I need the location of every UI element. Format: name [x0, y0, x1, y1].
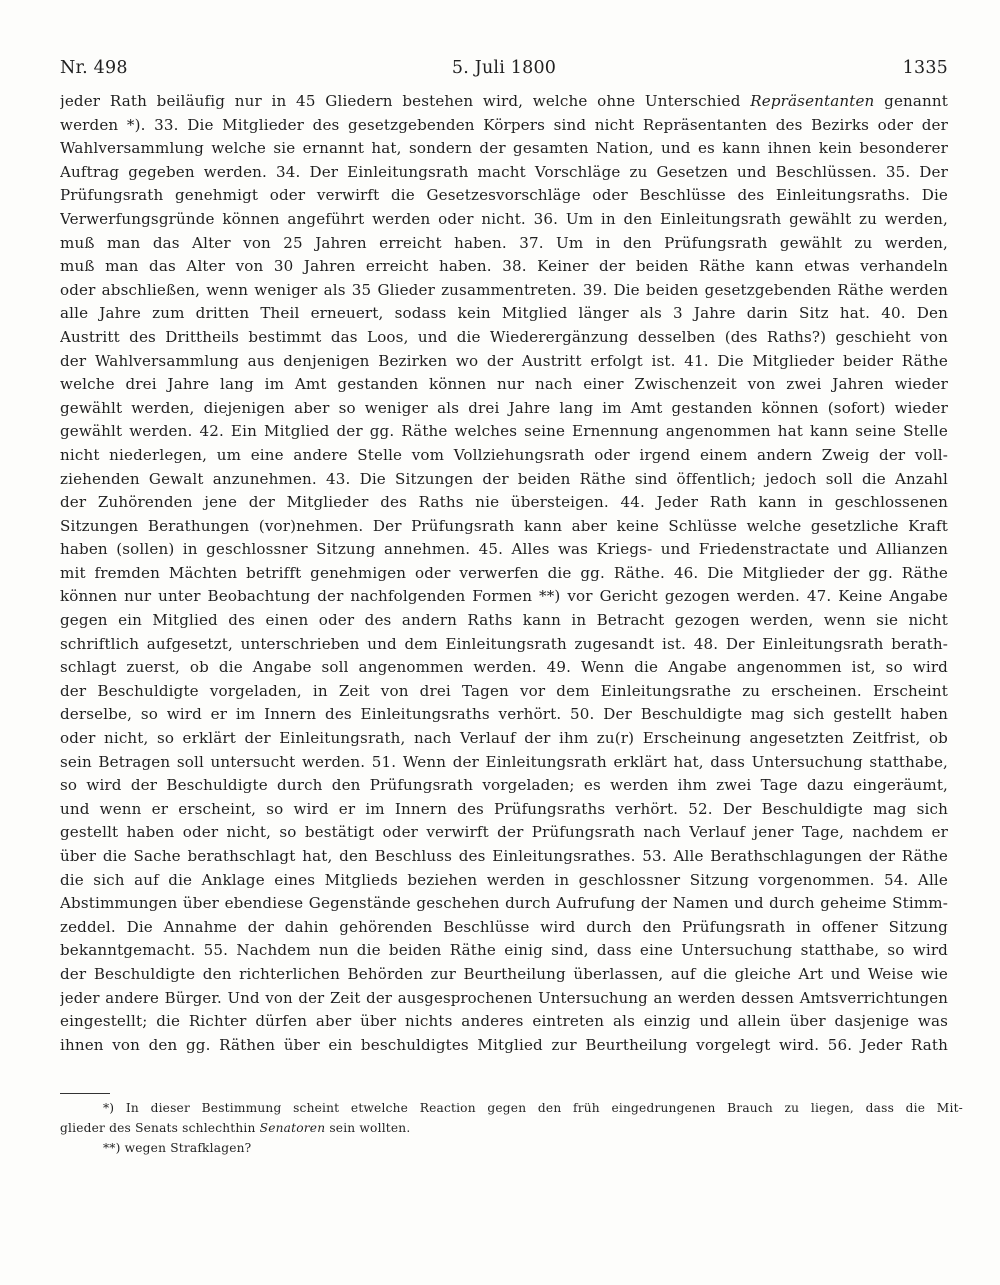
text-line: ziehenden Gewalt anzunehmen. 43. Die Sitzungen der beiden Räthe sind öffentlich; jedoch soll die Anzahl: [60, 469, 948, 488]
text-line: können nur unter Beobachtung der nachfolgenden Formen **) vor Gericht gezogen werden. 47. Keine Angabe: [60, 587, 948, 606]
text-line: der Wahlversammlung aus denjenigen Bezirken wo der Austritt erfolgt ist. 41. Die Mitglieder beider Räthe: [60, 351, 948, 370]
text-line: alle Jahre zum dritten Theil erneuert, sodass kein Mitglied länger als 3 Jahre darin Sitz hat. 40. Den: [60, 304, 948, 323]
text-line: so wird der Beschuldigte durch den Prüfungsrath vorgeladen; es werden ihm zwei Tage dazu eingeräumt,: [60, 776, 948, 795]
text-line: Sitzungen Berathungen (vor)nehmen. Der Prüfungsrath kann aber keine Schlüsse welche gesetzliche Kraft: [60, 516, 948, 535]
text-line: Prüfungsrath genehmigt oder verwirft die Gesetzesvorschläge oder Beschlüsse des Einleitungsraths. Die: [60, 186, 948, 205]
page-number: 1335: [902, 58, 948, 78]
text-line: die sich auf die Anklage eines Mitglieds beziehen werden in geschlossner Sitzung vorgenommen. 54. Alle: [60, 870, 948, 889]
text-line: oder abschließen, wenn weniger als 35 Glieder zusammentreten. 39. Die beiden gesetzgebenden Räthe werden: [60, 280, 948, 299]
footnote-2: **) wegen Strafklagen?: [103, 1141, 252, 1155]
page-header: [60, 58, 948, 84]
text-line: über die Sache berathschlagt hat, den Beschluss des Einleitungsrathes. 53. Alle Berathschlagungen der Räthe: [60, 847, 948, 865]
text-line: mit fremden Mächten betrifft genehmigen oder verwerfen die gg. Räthe. 46. Die Mitglieder der gg. Räthe: [60, 563, 948, 582]
text-line: derselbe, so wird er im Innern des Einleitungsraths verhört. 50. Der Beschuldigte mag sich gestellt haben: [60, 705, 948, 724]
text-line: gewählt werden. 42. Ein Mitglied der gg. Räthe welches seine Ernennung angenommen hat kann seine Stelle: [60, 422, 948, 441]
text-line: und wenn er erscheint, so wird er im Innern des Prüfungsraths verhört. 52. Der Beschuldigte mag sich: [60, 799, 948, 818]
text-line: zeddel. Die Annahme der dahin gehörenden Beschlüsse wird durch den Prüfungsrath in offener Sitzung: [60, 917, 948, 936]
text-line: Austritt des Drittheils bestimmt das Loos, und die Wiederergänzung desselben (des Raths?) geschieht von: [60, 327, 948, 346]
text-line: muß man das Alter von 30 Jahren erreicht haben. 38. Keiner der beiden Räthe kann etwas verhandeln: [60, 257, 948, 276]
text-line: muß man das Alter von 25 Jahren erreicht haben. 37. Um in den Prüfungsrath gewählt zu werden,: [60, 233, 948, 252]
text-line: ihnen von den gg. Räthen über ein beschuldigtes Mitglied zur Beurtheilung vorgelegt wird. 56. Jeder Rath: [60, 1035, 948, 1054]
footnote-divider: [60, 1093, 110, 1094]
text-line: gestellt haben oder nicht, so bestätigt oder verwirft der Prüfungsrath nach Verlauf jener Tage, nachdem er: [60, 823, 948, 842]
text-line: oder nicht, so erklärt der Einleitungsrath, nach Verlauf der ihm zu(r) Erscheinung angesetzten Zeitfrist, ob: [60, 729, 948, 748]
text-line: welche drei Jahre lang im Amt gestanden können nur nach einer Zwischenzeit von zwei Jahren wieder: [60, 375, 948, 394]
main-text: [60, 90, 948, 1057]
text-line: gegen ein Mitglied des einen oder des andern Raths kann in Betracht gezogen werden, wenn sie nicht: [60, 611, 948, 630]
document-date: 5. Juli 1800: [451, 58, 557, 78]
text-line: gewählt werden, diejenigen aber so weniger als drei Jahre lang im Amt gestanden können (sofort) wieder: [60, 398, 948, 417]
text-line: jeder Rath beiläufig nur in 45 Gliedern bestehen wird, welche ohne Unterschied Repräsentanten genannt: [60, 92, 948, 110]
text-line: jeder andere Bürger. Und von der Zeit der ausgesprochenen Untersuchung an werden dessen Amtsverrichtungen: [60, 988, 948, 1007]
text-line: haben (sollen) in geschlossner Sitzung annehmen. 45. Alles was Kriegs- und Friedenstractate und Allianzen: [60, 540, 948, 559]
text-line: Abstimmungen über ebendiese Gegenstände geschehen durch Aufrufung der Namen und durch geheime Stimm-: [60, 894, 948, 913]
text-line: werden *). 33. Die Mitglieder des gesetzgebenden Körpers sind nicht Repräsentanten des Bezirks oder der: [60, 115, 948, 134]
document-number: Nr. 498: [60, 58, 128, 78]
text-line: der Zuhörenden jene der Mitglieder des Raths nie übersteigen. 44. Jeder Rath kann in geschlossenen: [60, 493, 948, 512]
text-line: Wahlversammlung welche sie ernannt hat, sondern der gesamten Nation, und es kann ihnen kein besonderer: [60, 139, 948, 158]
text-line: bekanntgemacht. 55. Nachdem nun die beiden Räthe einig sind, dass eine Untersuchung statthabe, so wird: [60, 941, 948, 960]
text-line: der Beschuldigte vorgeladen, in Zeit von drei Tagen vor dem Einleitungsrathe zu erscheinen. Erscheint: [60, 681, 948, 700]
text-line: schriftlich aufgesetzt, unterschrieben und dem Einleitungsrath zugesandt ist. 48. Der Einleitungsrath berath-: [60, 634, 948, 653]
text-line: der Beschuldigte den richterlichen Behörden zur Beurtheilung überlassen, auf die gleiche Art und Weise wie: [60, 964, 948, 983]
text-line: nicht niederlegen, um eine andere Stelle vom Vollziehungsrath oder irgend einem andern Zweig der voll-: [60, 445, 948, 464]
text-line: eingestellt; die Richter dürfen aber über nichts anderes eintreten als einzig und allein über dasjenige was: [60, 1012, 948, 1031]
footnotes: [60, 1098, 963, 1158]
text-line: sein Betragen soll untersucht werden. 51. Wenn der Einleitungsrath erklärt hat, dass Untersuchung statthabe,: [60, 752, 948, 771]
footnote-1-line-1: *) In dieser Bestimmung scheint etwelche Reaction gegen den früh eingedrungenen Brauch zu liegen, dass die Mit-: [103, 1101, 963, 1115]
footnote-1-line-2: glieder des Senats schlechthin Senatoren sein wollten.: [60, 1121, 411, 1135]
text-line: schlagt zuerst, ob die Angabe soll angenommen werden. 49. Wenn die Angabe angenommen ist, so wird: [60, 658, 948, 677]
text-line: Auftrag gegeben werden. 34. Der Einleitungsrath macht Vorschläge zu Gesetzen und Beschlüssen. 35. Der: [60, 162, 948, 181]
text-line: Verwerfungsgründe können angeführt werden oder nicht. 36. Um in den Einleitungsrath gewählt zu werden,: [60, 209, 948, 228]
